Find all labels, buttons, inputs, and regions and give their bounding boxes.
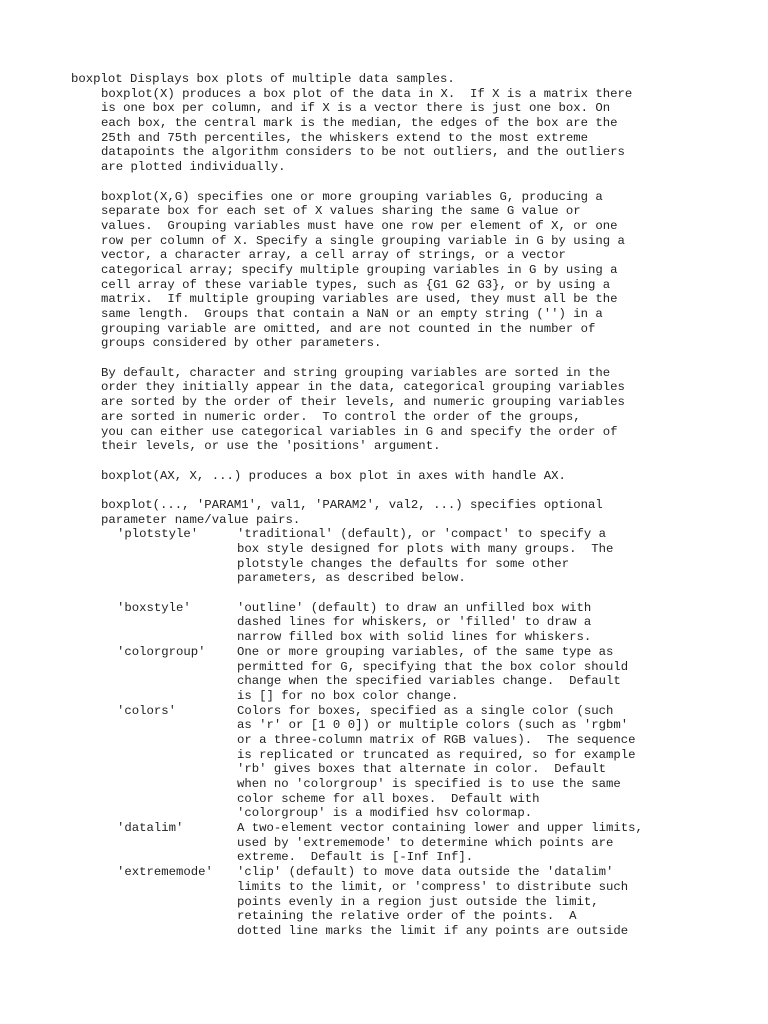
text-line: One or more grouping variables, of the same type as — [237, 644, 614, 659]
text-line: dotted line marks the limit if any points are outside — [237, 923, 629, 938]
help-title-line: boxplot Displays box plots of multiple data samples. — [71, 72, 455, 86]
text-line: boxplot(..., 'PARAM1', val1, 'PARAM2', val2, ...) specifies optional — [101, 497, 603, 512]
text-line: parameters, as described below. — [237, 571, 466, 586]
parameter-description — [237, 865, 628, 938]
text-line: categorical array; specify multiple grouping variables in G by using a — [101, 262, 618, 277]
text-line: boxplot(X,G) specifies one or more grouping variables G, producing a — [101, 189, 603, 204]
text-line: are sorted in numeric order. To control the order of the groups, — [101, 409, 581, 424]
parameter-entry — [71, 865, 761, 938]
text-line: order they initially appear in the data, categorical grouping variables — [101, 380, 625, 395]
text-line: is [] for no box color change. — [237, 688, 459, 703]
text-line: same length. Groups that contain a NaN or an empty string ('') in a — [101, 307, 603, 321]
text-line: their levels, or use the 'positions' argument. — [101, 439, 441, 454]
text-line: dashed lines for whiskers, or 'filled' to draw a — [237, 615, 592, 630]
sorting-paragraph — [71, 366, 761, 454]
parameter-name: 'extrememode' — [117, 865, 213, 880]
parameter-description — [237, 601, 591, 645]
text-line: 'colorgroup' is a modified hsv colormap. — [237, 806, 533, 821]
text-line: 25th and 75th percentiles, the whiskers extend to the most extreme — [101, 130, 589, 145]
text-line: cell array of these variable types, such as {G1 G2 G3}, or by using a — [101, 277, 611, 292]
grouping-paragraph — [71, 190, 761, 352]
text-line: 'outline' (default) to draw an unfilled box with — [237, 600, 592, 615]
parameter-entry — [71, 601, 761, 645]
text-line: parameter name/value pairs. — [101, 512, 301, 527]
axes-paragraph — [71, 469, 761, 484]
help-text-page — [71, 72, 761, 939]
text-line: is one box per column, and if X is a vector there is just one box. On — [101, 101, 611, 116]
text-line: each box, the central mark is the median, the edges of the box are the — [101, 116, 618, 131]
text-line: matrix. If multiple grouping variables are used, they must all be the — [101, 292, 618, 307]
text-line: extreme. Default is [-Inf Inf]. — [237, 850, 474, 865]
text-line: are sorted by the order of their levels, and numeric grouping variables — [101, 395, 625, 410]
text-line: Colors for boxes, specified as a single color (such — [237, 703, 614, 718]
parameter-entry — [71, 527, 761, 586]
text-line: boxplot(AX, X, ...) produces a box plot in axes with handle AX. — [101, 468, 566, 483]
parameter-entry — [71, 645, 761, 704]
text-line: row per column of X. Specify a single grouping variable in G by using a — [101, 233, 625, 248]
text-line: vector, a character array, a cell array of strings, or a vector — [101, 248, 566, 263]
text-line: box style designed for plots with many groups. The — [237, 542, 614, 556]
text-line: permitted for G, specifying that the box color should — [237, 659, 629, 674]
text-line: 'rb' gives boxes that alternate in color. Default — [237, 762, 606, 777]
text-line: retaining the relative order of the points. A — [237, 909, 577, 924]
text-line: when no 'colorgroup' is specified is to use the same — [237, 777, 621, 791]
parameter-name: 'datalim' — [117, 821, 184, 836]
text-line: limits to the limit, or 'compress' to distribute such — [237, 879, 629, 894]
text-line: is replicated or truncated as required, so for example — [237, 747, 636, 762]
text-line: 'traditional' (default), or 'compact' to specify a — [237, 527, 606, 542]
text-line: separate box for each set of X values sharing the same G value or — [101, 204, 581, 219]
text-line: color scheme for all boxes. Default with — [237, 791, 540, 806]
text-line: A two-element vector containing lower and upper limits, — [237, 821, 643, 836]
text-line: By default, character and string grouping variables are sorted in the — [101, 365, 611, 380]
parameter-description — [237, 527, 613, 586]
text-line: grouping variable are omitted, and are not counted in the number of — [101, 321, 596, 336]
text-line: or a three-column matrix of RGB values). The sequence — [237, 732, 636, 747]
text-line: used by 'extrememode' to determine which points are — [237, 835, 614, 850]
text-line: groups considered by other parameters. — [101, 336, 382, 351]
params-intro-paragraph — [71, 498, 761, 527]
text-line: datapoints the algorithm considers to be not outliers, and the outliers — [101, 145, 625, 160]
parameter-name: 'colorgroup' — [117, 644, 206, 659]
parameter-name: 'boxstyle' — [117, 600, 191, 615]
text-line: plotstyle changes the defaults for some other — [237, 556, 570, 571]
text-line: points evenly in a region just outside the limit, — [237, 894, 599, 909]
text-line: 'clip' (default) to move data outside the 'datalim' — [237, 865, 614, 880]
text-line: boxplot(X) produces a box plot of the data in X. If X is a matrix there — [101, 86, 633, 101]
text-line: values. Grouping variables must have one row per element of X, or one — [101, 218, 618, 233]
text-line: change when the specified variables change. Default — [237, 674, 621, 689]
text-line: are plotted individually. — [101, 160, 286, 175]
parameter-list — [71, 527, 761, 938]
parameter-description — [237, 704, 635, 822]
text-line: as 'r' or [1 0 0]) or multiple colors (such as 'rgbm' — [237, 718, 629, 733]
parameter-name: 'plotstyle' — [117, 527, 199, 542]
parameter-name: 'colors' — [117, 703, 177, 718]
text-line: you can either use categorical variables in G and specify the order of — [101, 424, 618, 439]
parameter-description — [237, 821, 643, 865]
intro-paragraph — [71, 87, 761, 175]
parameter-description — [237, 645, 628, 704]
parameter-entry — [71, 821, 761, 865]
parameter-entry — [71, 704, 761, 822]
text-line: narrow filled box with solid lines for whiskers. — [237, 630, 592, 645]
